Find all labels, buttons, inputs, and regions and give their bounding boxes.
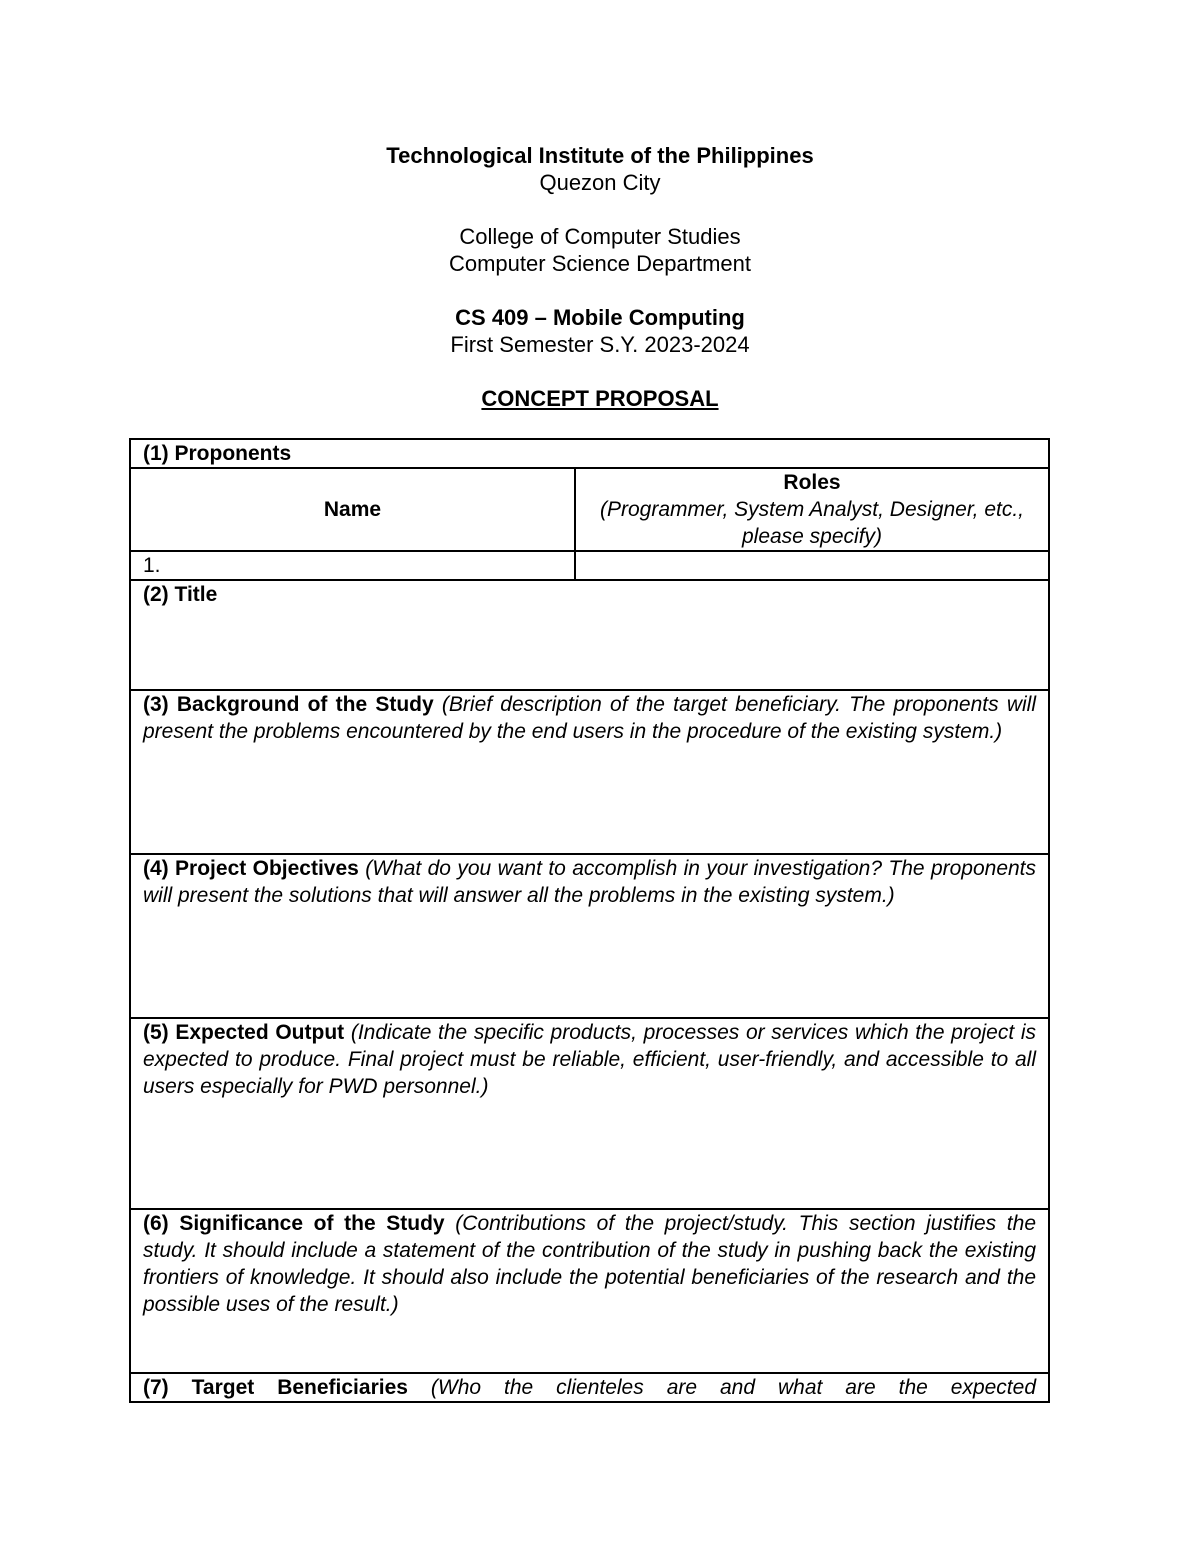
roles-column-label: Roles — [783, 471, 841, 494]
document-header — [0, 142, 1200, 412]
institution-name: Technological Institute of the Philippines — [386, 143, 814, 168]
significance-cell[interactable] — [130, 1209, 1049, 1373]
roles-column-hint: (Programmer, System Analyst, Designer, etc., please specify) — [599, 498, 1025, 548]
college-name: College of Computer Studies — [459, 224, 741, 249]
proponents-heading-row — [130, 439, 1049, 468]
title-cell[interactable] — [130, 580, 1049, 690]
beneficiaries-heading: (7) Target Beneficiaries — [143, 1376, 408, 1399]
proponents-heading-cell — [130, 439, 1049, 468]
proponents-columns-row — [130, 468, 1049, 551]
proposal-form-table — [129, 438, 1050, 1403]
background-row — [130, 690, 1049, 854]
objectives-hint: (What do you want to accomplish in your investigation? The proponents will present the solutions that will answer all the problems in the existing system.) — [143, 857, 1037, 907]
proponent-number-1: 1. — [143, 554, 161, 577]
proponent-role-cell-1[interactable] — [575, 551, 1049, 580]
roles-column-header — [575, 468, 1049, 551]
background-cell[interactable] — [130, 690, 1049, 854]
beneficiaries-row — [130, 1373, 1049, 1402]
title-row — [130, 580, 1049, 690]
output-cell[interactable] — [130, 1018, 1049, 1209]
department-name: Computer Science Department — [448, 251, 752, 276]
title-heading: (2) Title — [143, 583, 218, 606]
background-hint: (Brief description of the target beneficiary. The proponents will present the problems encountered by the end users in the procedure of the existing system.) — [143, 693, 1036, 743]
course-title: CS 409 – Mobile Computing — [455, 305, 745, 330]
significance-heading: (6) Significance of the Study — [143, 1212, 445, 1235]
output-heading: (5) Expected Output — [143, 1021, 345, 1044]
beneficiaries-cell[interactable] — [130, 1373, 1049, 1402]
proponent-row-1 — [130, 551, 1049, 580]
output-row — [130, 1018, 1049, 1209]
significance-row — [130, 1209, 1049, 1373]
objectives-cell[interactable] — [130, 854, 1049, 1018]
proponents-heading: (1) Proponents — [143, 442, 292, 465]
background-heading: (3) Background of the Study — [143, 693, 434, 716]
name-column-header — [130, 468, 575, 551]
document-title: CONCEPT PROPOSAL — [481, 386, 719, 411]
objectives-row — [130, 854, 1049, 1018]
output-hint: (Indicate the specific products, processes or services which the project is expected to produce. Final project must be reliable, efficient, user-friendly, and accessible to all users especially for PWD personnel.) — [143, 1021, 1037, 1098]
institution-city: Quezon City — [539, 170, 661, 195]
significance-hint: (Contributions of the project/study. This section justifies the study. It should include a statement of the contribution of the study in pushing back the existing frontiers of knowledge. It should also include the potential beneficiaries of the research and the possible uses of the result.) — [143, 1212, 1037, 1316]
objectives-heading: (4) Project Objectives — [143, 857, 359, 880]
name-column-label: Name — [323, 498, 382, 521]
beneficiaries-hint: (Who the clienteles are and what are the expected — [430, 1376, 1036, 1399]
semester-text: First Semester S.Y. 2023-2024 — [450, 332, 750, 357]
proponent-name-cell-1[interactable] — [130, 551, 575, 580]
